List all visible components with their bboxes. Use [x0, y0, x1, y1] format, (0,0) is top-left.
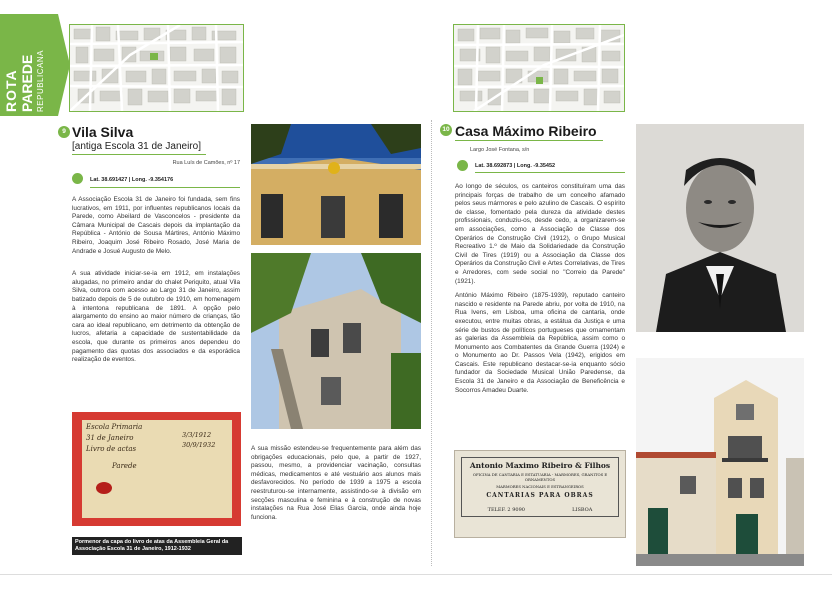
location-address: Rua Luís de Camões, nº 17 — [172, 160, 240, 166]
ledger-handwriting — [86, 422, 142, 472]
text-column-left — [72, 196, 240, 371]
ledger-line: Escola Primaria — [86, 423, 143, 431]
ledger-line: Livro de actas — [86, 445, 137, 453]
paragraph: Ao longo de séculos, os canteiros constituíram uma das principais forças de trabalho de um concelho afamado pelos seus mármores e pelo azulino de Cascais. O espírito de classe, fomentado pela dureza da atividade destes profissionais, conduziu-os, desde cedo, a organizarem-se em associações, como a Associação de Classe dos Operários de Construção Civil (1912), o Grupo Musical Recreativo 1.º de Maio da Solidariedade da Construção Civil de Tires (1919) ou a Associação da Classe dos Operários da Construção Civil e Artes Correlativas, de Tires e Arredores, com sede social no "Correio da Parede" (1921). — [455, 183, 625, 285]
ledger-date: 3/3/1912 — [182, 431, 212, 439]
location-coordinates: Lat. 38.691427 | Long. -9.354176 — [90, 177, 174, 183]
leaf-icon — [457, 160, 468, 171]
location-number-badge: 10 — [440, 124, 452, 136]
ledger-cover-photo — [72, 412, 241, 526]
brand-logo — [2, 16, 54, 114]
card-line: OFICINA DE CANTARIA E ESTATUARIA - MARMORES, GRANITOS E ORNAMENTOS — [472, 472, 608, 482]
leaf-icon — [72, 173, 83, 184]
location-coordinates: Lat. 38.692873 | Long. -9.35452 — [475, 163, 556, 169]
business-card-photo — [454, 450, 626, 538]
brand-line-1: ROTA — [3, 69, 19, 112]
casa-maximo-ribeiro-building-photo — [636, 358, 804, 566]
map-casa-maximo-ribeiro — [453, 24, 625, 112]
coords-rule — [475, 172, 625, 173]
ledger-line: Parede — [112, 462, 137, 470]
map-vila-silva — [69, 24, 244, 112]
location-subtitle: [antiga Escola 31 de Janeiro] — [72, 141, 201, 152]
wax-seal — [96, 482, 112, 494]
paragraph: A Associação Escola 31 de Janeiro foi fundada, sem fins lucrativos, em 1911, por influentes republicanos locais da Parede, como Abeilard de Vasconcelos - presidente da Câmara Municipal de Cascais depois da implantação da República - António de Sousa Mártires, António Máximo Ribeiro, Joaquim José Ribeiro Rosado, José Maria de Andrade e Josué Augusto de Melo. — [72, 196, 240, 255]
card-city: LISBOA — [572, 507, 593, 513]
text-column-middle — [251, 445, 421, 528]
location-title: Casa Máximo Ribeiro — [455, 123, 597, 139]
brand-line-3: REPUBLICANA — [36, 50, 45, 112]
title-rule — [72, 154, 206, 155]
coords-rule — [90, 187, 240, 188]
column-divider — [431, 120, 432, 566]
paragraph: António Máximo Ribeiro (1875-1939), reputado canteiro nascido e residente na Parede abriu, por volta de 1910, na Rua Ivens, em Lisboa, uma oficina de cantaria, onde executou, entre muitas obras, a estátua da Justiça e uma série de bustos de políticos portugueses que ornamentam as galerias da Assembleia da República, assim como o Monumento aos Combatentes da Grande Guerra (1924) e o Monumento ao Dr. Passos Vela (1942), erigidos em Cascais. Este republicano destacar-se-ia enquanto sócio fundador da Sociedade Musical União Paredense, da Escola 31 de Janeiro e da Associação de Beneficência e Socorros Amadeu Duarte. — [455, 292, 625, 394]
card-name: Antonio Maximo Ribeiro & Filhos — [469, 461, 611, 470]
antonio-maximo-ribeiro-portrait — [636, 124, 804, 332]
card-phone: TELEF. 2 9090 — [487, 507, 525, 513]
paragraph: A sua atividade iniciar-se-ia em 1912, em instalações alugadas, no primeiro andar do chalet Periquito, atual Vila Silva, outrora com acesso ao Largo 31 de Janeiro, assim batizado depois de 5 de outubro de 1910, em homenagem à intentona republicana de 1891. A opção pelo alargamento do ensino ao maior número de crianças, tão cara ao ideal republicano, em detrimento da obtenção de lucros, afetaria a capacidade de sustentabilidade da escola, que durante os primeiros anos dependeu do pagamento das quotas dos associados e da esporádica realização de eventos. — [72, 270, 240, 364]
location-number-badge: 9 — [58, 126, 70, 138]
title-rule — [455, 140, 603, 141]
page-bottom-rule — [0, 574, 832, 575]
location-address: Largo José Fontana, s/n — [470, 147, 530, 153]
card-line: CANTARIAS PARA OBRAS — [486, 492, 594, 499]
vila-silva-side-photo — [251, 253, 421, 429]
paragraph: A sua missão estendeu-se frequentemente para além das obrigações educacionais, pelo que, a partir de 1927, passou, mesmo, a providenciar vacinação, consultas médicas, medicamentos e até vestuário aos alunos mais desfavorecidos. No período de 1939 a 1975 a escola reestruturou-se internamente, assistindo-se à divisão em secções masculina e feminina e à construção de novas instalações na Rua José Elias Garcia, onde ainda hoje funciona. — [251, 445, 421, 521]
ledger-date: 30/9/1932 — [182, 441, 216, 449]
brand-line-2: PAREDE — [19, 54, 35, 112]
ledger-dates — [182, 430, 215, 450]
ledger-line: 31 de Janeiro — [86, 434, 134, 442]
location-title: Vila Silva — [72, 124, 134, 140]
text-column-right — [455, 183, 625, 401]
card-line: MARMORES NACIONAIS E ESTRANGEIROS — [496, 484, 584, 489]
photo-caption: Pormenor da capa do livro de atas da Assembleia Geral da Associação Escola 31 de Janeiro, 1912-1932 — [72, 537, 242, 555]
vila-silva-facade-photo — [251, 124, 421, 245]
